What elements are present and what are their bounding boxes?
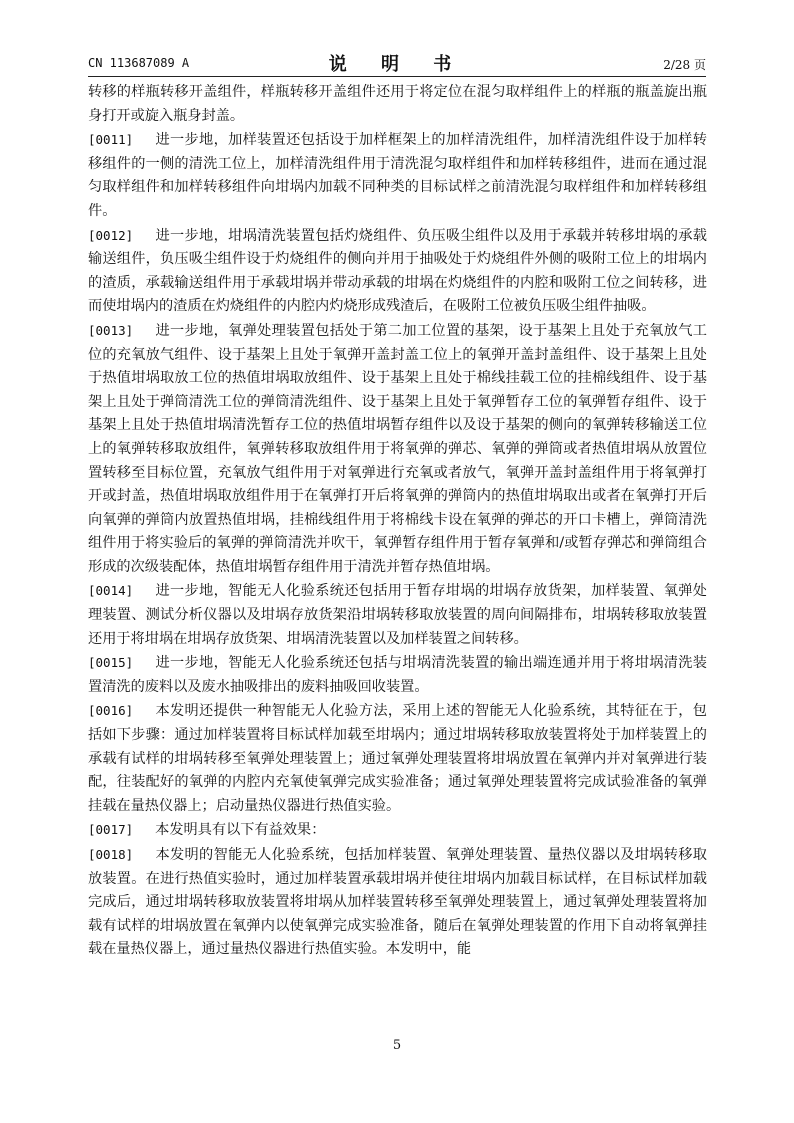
paragraph-number: [0018] [88, 847, 134, 862]
paragraph-number: [0015] [88, 655, 134, 671]
paragraph-0012 [88, 224, 707, 319]
paragraph-continued [88, 81, 707, 128]
paragraph-text: 本发明的智能无人化验系统，包括加样装置、氧弹处理装置、量热仪器以及坩埚转移取放装置。在进行热值实验时，通过加样装置承载坩埚并使往坩埚内加载目标试样，在目标试样加载完成后，通过坩埚转移取放装置将坩埚从加样装置转移至氧弹处理装置上，通过氧弹处理装置将加载有试样的坩埚放置在氧弹内以使氧弹完成实验准备，随后在氧弹处理装置的作用下自动将氧弹挂载在量热仪器上，通过量热仪器进行热值实验。本发明中，能 [88, 847, 707, 958]
paragraph-0014 [88, 579, 707, 651]
paragraph-number: [0013] [88, 322, 134, 338]
page-header [88, 50, 706, 76]
paragraph-number: [0017] [88, 822, 134, 838]
paragraph-number: [0011] [88, 132, 134, 148]
paragraph-number: [0012] [88, 227, 134, 243]
paragraph-0011 [88, 128, 707, 223]
publication-number: CN 113687089 A [88, 56, 190, 70]
paragraph-0013 [88, 319, 707, 580]
paragraph-text: 进一步地，智能无人化验系统还包括用于暂存坩埚的坩埚存放货架，加样装置、氧弹处理装置、测试分析仪器以及坩埚存放货架沿坩埚转移取放装置的周向间隔排布，坩埚转移取放装置还用于将坩埚在坩埚存放货架、坩埚清洗装置以及加样装置之间转移。 [88, 583, 707, 647]
paragraph-text: 转移的样瓶转移开盖组件，样瓶转移开盖组件还用于将定位在混匀取样组件上的样瓶的瓶盖旋出瓶身打开或旋入瓶身封盖。 [88, 84, 707, 124]
paragraph-0017 [88, 818, 707, 843]
paragraph-text: 本发明还提供一种智能无人化验方法，采用上述的智能无人化验系统，其特征在于，包括如下步骤：通过加样装置将目标试样加载至坩埚内；通过坩埚转移取放装置将处于加样装置上的承载有试样的坩埚转移至氧弹处理装置上；通过氧弹处理装置将坩埚放置在氧弹内并对氧弹进行装配，往装配好的氧弹的内腔内充氧使氧弹完成实验准备；通过氧弹处理装置将完成试验准备的氧弹挂载在量热仪器上；启动量热仪器进行热值实验。 [88, 703, 707, 814]
page-number: 5 [392, 1038, 402, 1053]
paragraph-text: 本发明具有以下有益效果： [155, 822, 326, 839]
page-title: 说 明 书 [328, 54, 466, 75]
paragraph-text: 进一步地，加样装置还包括设于加样框架上的加样清洗组件，加样清洗组件设于加样转移组件的一侧的清洗工位上，加样清洗组件用于清洗混匀取样组件和加样转移组件，进而在通过混匀取样组件和加样转移组件向坩埚内加载不同种类的目标试样之前清洗混匀取样组件和加样转移组件。 [88, 132, 707, 219]
paragraph-text: 进一步地，坩埚清洗装置包括灼烧组件、负压吸尘组件以及用于承载并转移坩埚的承载输送组件，负压吸尘组件设于灼烧组件的侧向并用于抽吸处于灼烧组件外侧的吸附工位上的坩埚内的渣质，承载输送组件用于承载坩埚并带动承载的坩埚在灼烧组件的内腔和吸附工位之间转移，进而使坩埚内的渣质在灼烧组件的内腔内灼烧形成残渣后，在吸附工位被负压吸尘组件抽吸。 [88, 227, 707, 315]
paragraph-number: [0014] [88, 583, 134, 599]
page-of-count: 2/28 页 [663, 58, 706, 72]
paragraph-number: [0016] [88, 703, 134, 719]
paragraph-text: 进一步地，智能无人化验系统还包括与坩埚清洗装置的输出端连通并用于将坩埚清洗装置清洗的废料以及废水抽吸排出的废料抽吸回收装置。 [88, 655, 707, 695]
paragraph-0015 [88, 651, 707, 699]
paragraph-0018 [88, 843, 707, 962]
document-body [88, 81, 707, 962]
paragraph-text: 进一步地，氧弹处理装置包括处于第二加工位置的基架，设于基架上且处于充氧放气工位的充氧放气组件、设于基架上且处于氧弹开盖封盖工位上的氧弹开盖封盖组件、设于基架上且处于热值坩埚取放工位的热值坩埚取放组件、设于基架上且处于棉线挂载工位的挂棉线组件、设于基架上且处于弹筒清洗工位的弹筒清洗组件、设于基架上且处于氧弹暂存工位的氧弹暂存组件、设于基架上且处于热值坩埚清洗暂存工位的热值坩埚暂存组件以及设于基架的侧向的氧弹转移输送工位上的氧弹转移取放组件，氧弹转移取放组件用于将氧弹的弹芯、氧弹的弹筒或者热值坩埚从放置位置转移至目标位置，充氧放气组件用于对氧弹进行充氧或者放气，氧弹开盖封盖组件用于将氧弹打开或封盖，热值坩埚取放组件用于在氧弹打开后将氧弹的弹筒内的热值坩埚取出或者在氧弹打开后向氧弹的弹筒内放置热值坩埚，挂棉线组件用于将棉线卡设在氧弹的弹芯的开口卡槽上，弹筒清洗组件用于将实验后的氧弹的弹筒清洗并吹干，氧弹暂存组件用于暂存氧弹和/或暂存弹芯和弹筒组合形成的次级装配体，热值坩埚暂存组件用于清洗并暂存热值坩埚。 [88, 322, 707, 575]
header-rule [88, 76, 706, 77]
paragraph-0016 [88, 699, 707, 818]
